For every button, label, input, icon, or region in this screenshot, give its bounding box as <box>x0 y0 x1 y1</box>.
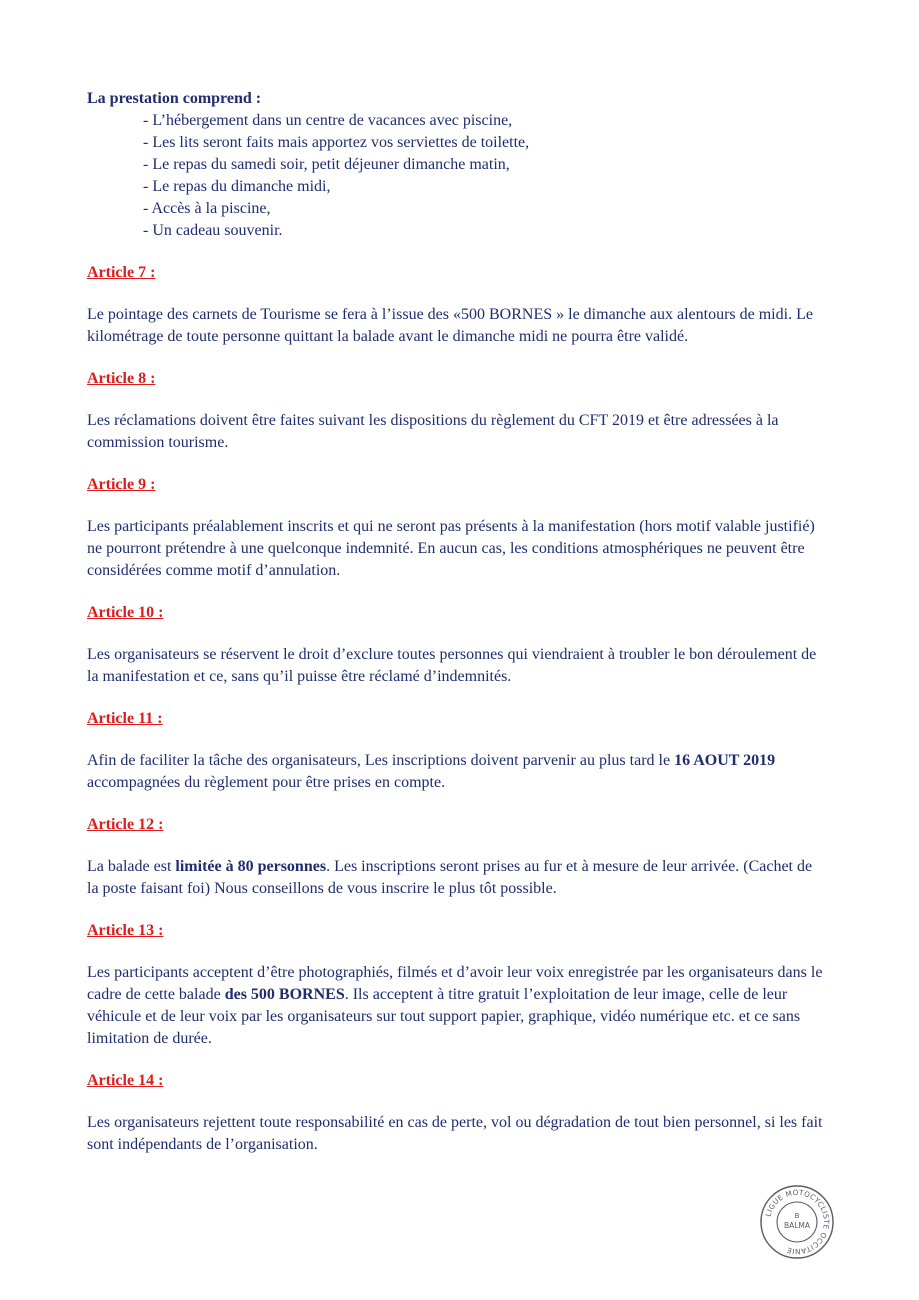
article-9-title: Article 9 : <box>87 476 156 493</box>
article-11-text <box>87 750 827 794</box>
article-12-title: Article 12 : <box>87 816 164 833</box>
list-item: - Accès à la piscine, <box>143 200 271 217</box>
intro-heading: La prestation comprend : <box>87 90 262 107</box>
article-13-text <box>87 962 827 1050</box>
article-14-title: Article 14 : <box>87 1072 164 1089</box>
article-11-text-end: accompagnées du règlement pour être prises en compte. <box>87 774 446 791</box>
article-12-text <box>87 856 827 900</box>
article-13-text-end: . Ils acceptent à titre gratuit l’exploitation de leur image, celle de leur véhicule et de leur voix par les organisateurs sur tout support papier, graphique, vidéo numérique etc. et ce sans limitation de durée. <box>87 986 801 1047</box>
article-7-title: Article 7 : <box>87 264 156 281</box>
list-item: - Un cadeau souvenir. <box>143 222 283 239</box>
list-item: - L’hébergement dans un centre de vacances avec piscine, <box>143 112 513 129</box>
list-item: - Le repas du samedi soir, petit déjeuner dimanche matin, <box>143 156 510 173</box>
article-14-text: Les organisateurs rejettent toute responsabilité en cas de perte, vol ou dégradation de tout bien personnel, si les fait sont indépendants de l’organisation. <box>87 1114 823 1153</box>
article-11-text-start: Afin de faciliter la tâche des organisateurs, Les inscriptions doivent parvenir au plus tard le <box>87 752 675 769</box>
article-13-text-start: Les participants acceptent d’être photographiés, filmés et d’avoir leur voix enregistrée par les organisateurs dans le cadre de cette balade <box>87 964 823 1003</box>
deadline-date: 16 AOUT 2019 <box>674 752 776 769</box>
article-9-text: Les participants préalablement inscrits et qui ne seront pas présents à la manifestation (hors motif valable justifié) ne pourront prétendre à une quelconque indemnité. En aucun cas, les conditions atmosphériques ne peuvent être considérées comme motif d’annulation. <box>87 518 815 579</box>
article-12-text-end: . Les inscriptions seront prises au fur et à mesure de leur arrivée. (Cachet de la poste faisant foi) Nous conseillons de vous inscrire le plus tôt possible. <box>87 858 813 897</box>
intro-list <box>87 110 827 242</box>
article-10-text: Les organisateurs se réservent le droit d’exclure toutes personnes qui viendraient à troubler le bon déroulement de la manifestation et ce, sans qu’il puisse être réclamé d’indemnités. <box>87 646 817 685</box>
participant-limit: limitée à 80 personnes <box>175 858 327 875</box>
article-12-text-start: La balade est <box>87 858 176 875</box>
article-8-title: Article 8 : <box>87 370 156 387</box>
article-8-text: Les réclamations doivent être faites suivant les dispositions du règlement du CFT 2019 et être adressées à la commission tourisme. <box>87 412 779 451</box>
article-11-title: Article 11 : <box>87 710 163 727</box>
event-name: des 500 BORNES <box>224 986 345 1003</box>
stamp-seal-icon <box>759 1184 835 1260</box>
list-item: - Les lits seront faits mais apportez vos serviettes de toilette, <box>143 134 530 151</box>
article-7-text: Le pointage des carnets de Tourisme se fera à l’issue des «500 BORNES » le dimanche aux alentours de midi. Le kilométrage de toute personne quittant la balade avant le dimanche midi ne pourra être validé. <box>87 306 813 345</box>
list-item: - Le repas du dimanche midi, <box>143 178 331 195</box>
article-13-title: Article 13 : <box>87 922 164 939</box>
stamp-center-label: BALMA <box>783 1221 811 1230</box>
article-10-title: Article 10 : <box>87 604 164 621</box>
document-page <box>87 88 827 1156</box>
stamp-center-top: B <box>794 1212 800 1220</box>
stamp-ring-text: LIGUE MOTOCYCLISTE OCCITANIE <box>763 1187 832 1257</box>
club-stamp <box>759 1184 835 1260</box>
